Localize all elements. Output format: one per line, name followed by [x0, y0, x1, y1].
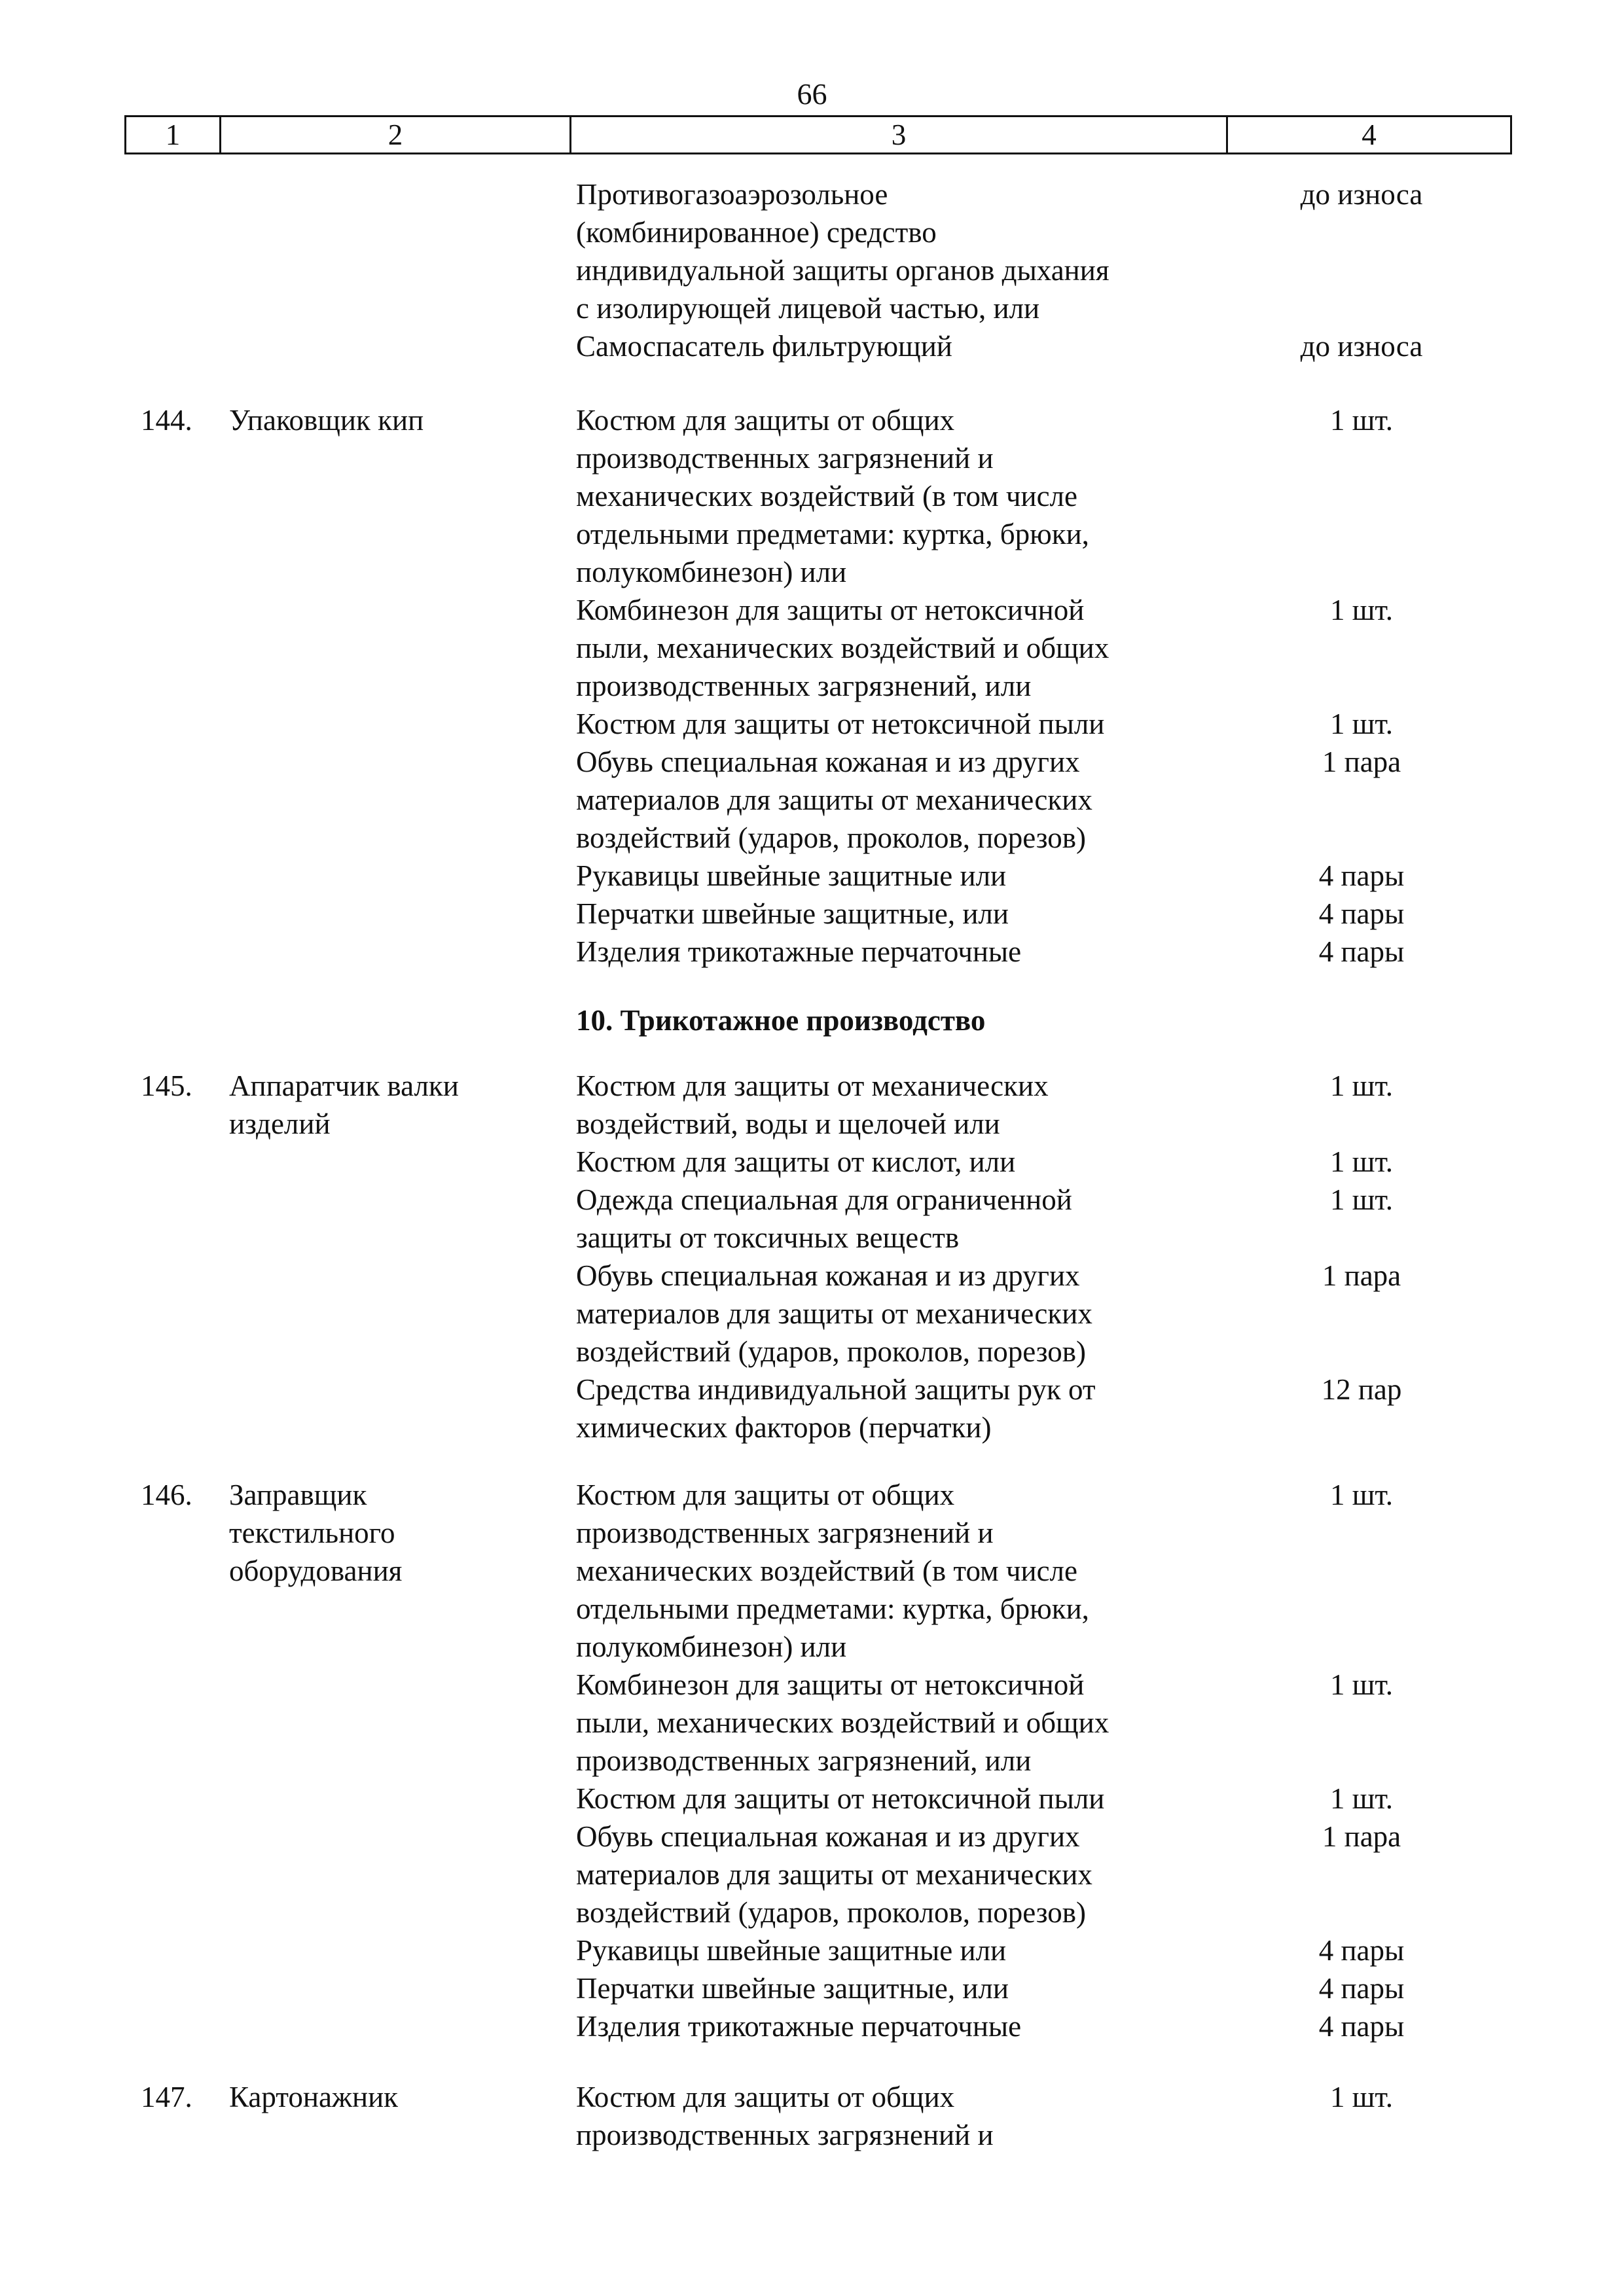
item-quantity: 1 шт.: [1330, 594, 1393, 626]
item-line: производственных загрязнений и: [576, 1516, 994, 1549]
row-number: 146.: [141, 1479, 192, 1511]
item-quantity: 1 пара: [1322, 1820, 1401, 1853]
item-line: Изделия трикотажные перчаточные: [576, 935, 1022, 968]
item-line: производственных загрязнений, или: [576, 670, 1032, 702]
item-quantity: 4 пары: [1318, 935, 1405, 968]
item-quantity: 1 шт.: [1330, 1183, 1393, 1216]
item-line: с изолирующей лицевой частью, или: [576, 292, 1040, 325]
column-header-3: 3: [891, 118, 907, 151]
profession-name: Аппаратчик валки: [229, 1069, 459, 1102]
item-quantity: 1 пара: [1322, 1259, 1401, 1292]
item-line: Обувь специальная кожаная и из других: [576, 1820, 1080, 1853]
item-line: материалов для защиты от механических: [576, 1858, 1092, 1891]
item-line: Рукавицы швейные защитные или: [576, 859, 1007, 892]
column-header-row: [124, 115, 1512, 154]
item-line: воздействий (ударов, проколов, порезов): [576, 1896, 1087, 1929]
item-quantity: 1 шт.: [1330, 1668, 1393, 1701]
profession-name: изделий: [229, 1107, 331, 1140]
item-line: Самоспасатель фильтрующий: [576, 330, 952, 363]
item-line: пыли, механических воздействий и общих: [576, 1706, 1110, 1739]
column-header-4: 4: [1362, 118, 1377, 151]
profession-name: оборудования: [229, 1554, 403, 1587]
item-quantity: 4 пары: [1318, 1972, 1405, 2005]
item-quantity: 1 шт.: [1330, 1145, 1393, 1178]
profession-name: текстильного: [229, 1516, 395, 1549]
item-line: воздействий, воды и щелочей или: [576, 1107, 1000, 1140]
item-line: воздействий (ударов, проколов, порезов): [576, 1335, 1087, 1368]
item-line: Рукавицы швейные защитные или: [576, 1934, 1007, 1967]
item-line: Перчатки швейные защитные, или: [576, 1972, 1009, 2005]
item-quantity: 4 пары: [1318, 1934, 1405, 1967]
item-quantity: 1 шт.: [1330, 2081, 1393, 2113]
row-number: 144.: [141, 404, 192, 437]
item-quantity: 1 шт.: [1330, 708, 1393, 740]
item-line: производственных загрязнений, или: [576, 1744, 1032, 1777]
item-quantity: до износа: [1300, 178, 1423, 211]
item-line: отдельными предметами: куртка, брюки,: [576, 518, 1089, 550]
item-line: Костюм для защиты от общих: [576, 404, 955, 437]
item-quantity: 12 пар: [1321, 1373, 1402, 1406]
item-line: Костюм для защиты от нетоксичной пыли: [576, 1782, 1105, 1815]
section-heading: 10. Трикотажное производство: [576, 1004, 986, 1037]
item-line: Перчатки швейные защитные, или: [576, 897, 1009, 930]
item-line: Комбинезон для защиты от нетоксичной: [576, 594, 1085, 626]
row-number: 145.: [141, 1069, 192, 1102]
item-line: Костюм для защиты от нетоксичной пыли: [576, 708, 1105, 740]
item-quantity: 4 пары: [1318, 897, 1405, 930]
item-line: индивидуальной защиты органов дыхания: [576, 254, 1110, 287]
item-line: Комбинезон для защиты от нетоксичной: [576, 1668, 1085, 1701]
column-header-1: 1: [165, 118, 181, 151]
item-line: материалов для защиты от механических: [576, 783, 1092, 816]
item-quantity: 1 шт.: [1330, 1479, 1393, 1511]
item-line: материалов для защиты от механических: [576, 1297, 1092, 1330]
item-line: механических воздействий (в том числе: [576, 480, 1077, 512]
profession-name: Заправщик: [229, 1479, 367, 1511]
item-quantity: 1 пара: [1322, 745, 1401, 778]
row-number: 147.: [141, 2081, 192, 2113]
item-quantity: 1 шт.: [1330, 1782, 1393, 1815]
item-line: воздействий (ударов, проколов, порезов): [576, 821, 1087, 854]
item-line: производственных загрязнений и: [576, 442, 994, 475]
profession-name: Упаковщик кип: [229, 404, 424, 437]
item-line: защиты от токсичных веществ: [576, 1221, 960, 1254]
item-quantity: до износа: [1300, 330, 1423, 363]
item-quantity: 4 пары: [1318, 859, 1405, 892]
item-line: Костюм для защиты от кислот, или: [576, 1145, 1016, 1178]
item-line: Изделия трикотажные перчаточные: [576, 2010, 1022, 2043]
item-line: Средства индивидуальной защиты рук от: [576, 1373, 1096, 1406]
page-number: 66: [797, 77, 827, 111]
item-line: полукомбинезон) или: [576, 1630, 847, 1663]
item-line: (комбинированное) средство: [576, 216, 937, 249]
item-line: отдельными предметами: куртка, брюки,: [576, 1592, 1089, 1625]
item-line: Обувь специальная кожаная и из других: [576, 1259, 1080, 1292]
item-line: Костюм для защиты от механических: [576, 1069, 1049, 1102]
item-line: Противогазоаэрозольное: [576, 178, 888, 211]
item-line: производственных загрязнений и: [576, 2119, 994, 2151]
item-line: механических воздействий (в том числе: [576, 1554, 1077, 1587]
item-line: химических факторов (перчатки): [576, 1411, 992, 1444]
column-header-2: 2: [388, 118, 403, 151]
item-line: Обувь специальная кожаная и из других: [576, 745, 1080, 778]
item-line: Костюм для защиты от общих: [576, 2081, 955, 2113]
item-line: пыли, механических воздействий и общих: [576, 632, 1110, 664]
item-quantity: 1 шт.: [1330, 404, 1393, 437]
item-line: Костюм для защиты от общих: [576, 1479, 955, 1511]
item-quantity: 1 шт.: [1330, 1069, 1393, 1102]
item-quantity: 4 пары: [1318, 2010, 1405, 2043]
profession-name: Картонажник: [229, 2081, 399, 2113]
item-line: Одежда специальная для ограниченной: [576, 1183, 1072, 1216]
item-line: полукомбинезон) или: [576, 556, 847, 588]
